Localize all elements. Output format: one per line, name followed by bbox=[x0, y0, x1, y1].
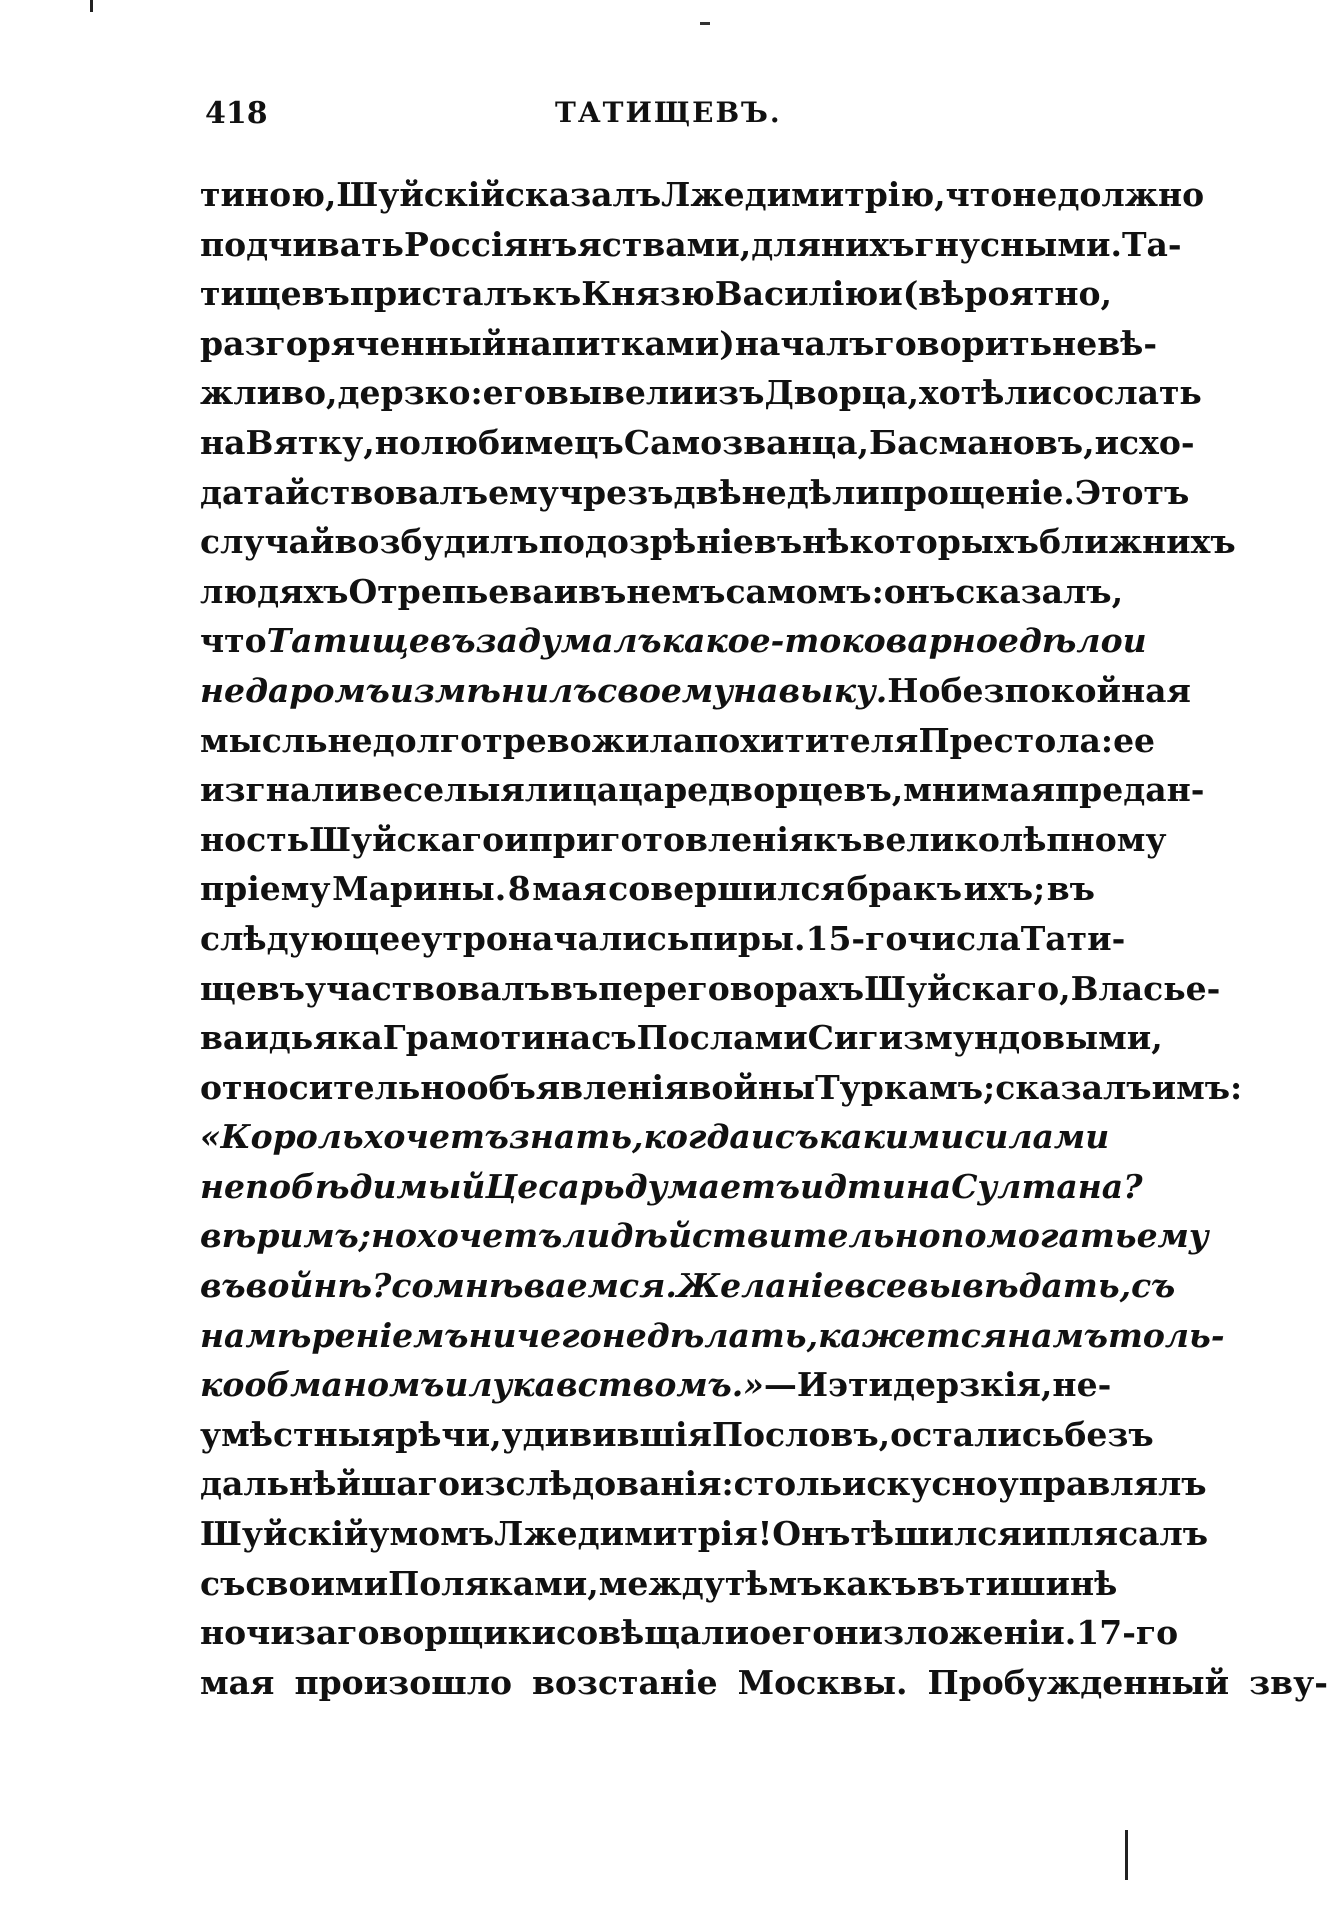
text-line bbox=[200, 269, 1112, 319]
word: пиры. bbox=[689, 918, 806, 958]
text-line bbox=[200, 170, 1205, 220]
word: дерзко: bbox=[337, 373, 483, 413]
scan-mark bbox=[1125, 1830, 1128, 1880]
word: утро bbox=[421, 918, 508, 958]
word: объявленія bbox=[466, 1067, 689, 1107]
word: тревожила bbox=[482, 720, 695, 760]
word: не bbox=[601, 1315, 647, 1355]
word: но bbox=[370, 1216, 418, 1256]
text-line bbox=[200, 368, 1202, 418]
word: его bbox=[482, 373, 546, 413]
word: мысль bbox=[200, 720, 328, 760]
word: какое-то bbox=[661, 621, 842, 661]
word: гнусными. bbox=[914, 224, 1122, 264]
word: должно bbox=[1057, 175, 1205, 214]
word: толь- bbox=[1107, 1315, 1225, 1355]
word: мая bbox=[200, 1662, 275, 1702]
word: навыку. bbox=[733, 670, 888, 710]
word: царедворцевъ, bbox=[618, 770, 904, 810]
text-line bbox=[200, 1608, 1179, 1658]
text-line bbox=[200, 1063, 1243, 1113]
word: говорить bbox=[874, 323, 1053, 363]
word: Василію bbox=[714, 274, 879, 314]
word: тѣмъ bbox=[724, 1563, 823, 1603]
word: Басмановъ, bbox=[868, 422, 1095, 462]
word: дѣйствительно bbox=[610, 1216, 941, 1256]
word: сказалъ bbox=[995, 1067, 1152, 1107]
text-line bbox=[200, 1013, 1163, 1063]
word: умомъ bbox=[368, 1514, 495, 1554]
word: подозрѣніе bbox=[538, 522, 754, 562]
word: намъ bbox=[1007, 1315, 1108, 1355]
word: Грамотина bbox=[382, 1018, 592, 1058]
word: переговорахъ bbox=[598, 968, 865, 1008]
word: его bbox=[771, 1613, 835, 1653]
text-line bbox=[200, 765, 1205, 815]
word: — bbox=[763, 1365, 797, 1405]
word: ность bbox=[200, 819, 310, 859]
word: числа bbox=[907, 918, 1021, 958]
word: тѣшился bbox=[850, 1514, 1022, 1554]
word: Сигизмундовыми, bbox=[807, 1018, 1163, 1058]
word: знать, bbox=[508, 1117, 644, 1157]
word: столь bbox=[733, 1464, 842, 1504]
word: не bbox=[1012, 175, 1058, 214]
text-line bbox=[200, 220, 1182, 270]
word: Лжедимитрію, bbox=[661, 175, 946, 214]
word: изъ bbox=[693, 373, 765, 413]
scan-mark bbox=[90, 0, 93, 12]
word: войнѣ? bbox=[245, 1266, 392, 1306]
word: веселыя bbox=[359, 770, 525, 810]
text-line bbox=[200, 964, 1221, 1014]
word: Татищевъ bbox=[266, 621, 476, 661]
word: искусно bbox=[841, 1464, 998, 1504]
word: и bbox=[750, 1117, 775, 1157]
word: рѣчи, bbox=[395, 1414, 502, 1454]
word: ва bbox=[200, 1018, 245, 1058]
word: Власье- bbox=[1070, 968, 1221, 1008]
word: Пословъ, bbox=[711, 1414, 891, 1454]
word: не bbox=[327, 720, 373, 760]
word: безъ bbox=[1064, 1414, 1154, 1454]
word: и bbox=[504, 819, 529, 859]
text-line bbox=[200, 517, 1236, 567]
word: возстаніе bbox=[531, 1662, 718, 1702]
word: И bbox=[796, 1365, 829, 1405]
word: Цесарь bbox=[485, 1166, 625, 1206]
word: приготовленія bbox=[528, 819, 814, 859]
word: совѣщали bbox=[555, 1613, 750, 1653]
word: что bbox=[200, 621, 267, 661]
word: 8 bbox=[507, 869, 531, 909]
word: слѣдующее bbox=[200, 918, 422, 958]
word: эти bbox=[828, 1365, 894, 1405]
word: (вѣроятно, bbox=[902, 274, 1112, 314]
word: ихъ; bbox=[963, 869, 1046, 909]
word: войны bbox=[688, 1067, 816, 1107]
word: ближнихъ bbox=[1038, 522, 1236, 562]
word: безпокойная bbox=[940, 670, 1191, 710]
word: но bbox=[374, 422, 421, 462]
word: Самозванца, bbox=[623, 422, 869, 462]
running-title: ТАТИЩЕВЪ. bbox=[555, 96, 782, 129]
word: для bbox=[751, 224, 821, 264]
word: совершился bbox=[608, 869, 845, 909]
text-line bbox=[200, 1211, 1209, 1261]
word: изслѣдованія: bbox=[459, 1464, 734, 1504]
word: возбудилъ bbox=[334, 522, 539, 562]
word: «Король bbox=[200, 1117, 364, 1157]
word: Султана? bbox=[951, 1166, 1143, 1206]
word: на bbox=[200, 422, 246, 462]
word: онъ bbox=[883, 571, 956, 611]
word: ему bbox=[1136, 1216, 1209, 1256]
text-line bbox=[200, 1658, 1328, 1708]
word: съ bbox=[1131, 1266, 1176, 1306]
word: въ bbox=[916, 1563, 966, 1603]
word: ко bbox=[200, 1365, 245, 1405]
word: въ bbox=[1046, 869, 1095, 909]
word: любимецъ bbox=[420, 422, 624, 462]
word: подчивать bbox=[200, 224, 404, 264]
word: что bbox=[945, 175, 1013, 214]
word: идти bbox=[799, 1166, 906, 1206]
word: съ bbox=[200, 1563, 246, 1603]
word: Вятку, bbox=[245, 422, 375, 462]
word: обманомъ bbox=[244, 1365, 445, 1405]
word: думаетъ bbox=[624, 1166, 800, 1206]
word: Поляками, bbox=[388, 1563, 599, 1603]
word: щевъ bbox=[200, 968, 305, 1008]
text-line bbox=[200, 864, 1095, 914]
word: людяхъ bbox=[200, 571, 349, 611]
text-line bbox=[200, 1311, 1225, 1361]
text-line bbox=[200, 319, 1158, 369]
word: Пробужденный bbox=[927, 1662, 1230, 1702]
word: и bbox=[244, 1018, 269, 1058]
word: двѣ bbox=[673, 472, 742, 512]
word: ему bbox=[488, 472, 559, 512]
word: Дворца, bbox=[764, 373, 920, 413]
word: непобѣдимый bbox=[200, 1166, 486, 1206]
word: и bbox=[878, 274, 903, 314]
word: исхо- bbox=[1094, 422, 1195, 462]
word: жливо, bbox=[200, 373, 338, 413]
word: дальнѣйшаго bbox=[200, 1464, 460, 1504]
word: сослать bbox=[1052, 373, 1202, 413]
word: нихъ bbox=[820, 224, 915, 264]
word: предан- bbox=[1055, 770, 1205, 810]
word: напитками) bbox=[506, 323, 735, 363]
word: самомъ: bbox=[725, 571, 884, 611]
word: Желаніе bbox=[676, 1266, 845, 1306]
word: вѣримъ; bbox=[200, 1216, 371, 1256]
word: когда bbox=[643, 1117, 751, 1157]
word: Шуйскаго bbox=[309, 819, 505, 859]
text-line bbox=[200, 1459, 1207, 1509]
word: все bbox=[844, 1266, 908, 1306]
word: низложеніи. bbox=[834, 1613, 1077, 1653]
word: участвовалъ bbox=[304, 968, 550, 1008]
word: задумалъ bbox=[475, 621, 662, 661]
word: бракъ bbox=[846, 869, 963, 909]
word: удивившія bbox=[501, 1414, 712, 1454]
body-text bbox=[200, 170, 1328, 1707]
word: дѣло bbox=[1018, 621, 1123, 661]
word: коварное bbox=[841, 621, 1019, 661]
text-line bbox=[200, 815, 1167, 865]
word: и bbox=[553, 571, 579, 611]
word: великолѣпному bbox=[862, 819, 1167, 859]
word: не- bbox=[1052, 1365, 1112, 1405]
word: Но bbox=[887, 670, 941, 710]
word: о bbox=[749, 1613, 772, 1653]
word: Послами bbox=[636, 1018, 808, 1058]
text-line bbox=[200, 1261, 1176, 1311]
word: Та- bbox=[1121, 224, 1182, 264]
word: 15-го bbox=[805, 918, 908, 958]
word: Туркамъ; bbox=[815, 1067, 996, 1107]
text-line bbox=[200, 666, 1191, 716]
word: и bbox=[1021, 1514, 1047, 1554]
word: лица bbox=[524, 770, 619, 810]
word: хочетъ bbox=[417, 1216, 563, 1256]
word: на bbox=[905, 1166, 952, 1206]
word: ничего bbox=[468, 1315, 602, 1355]
word: Отрепьева bbox=[348, 571, 554, 611]
word: не bbox=[200, 670, 246, 710]
word: Князю bbox=[581, 274, 715, 314]
word: въ bbox=[753, 522, 803, 562]
word: въ bbox=[200, 1266, 246, 1306]
word: пріему bbox=[200, 869, 331, 909]
word: имъ: bbox=[1151, 1067, 1243, 1107]
word: нѣкоторыхъ bbox=[802, 522, 1039, 562]
text-line bbox=[200, 1509, 1209, 1559]
text-line bbox=[200, 914, 1126, 964]
word: плясалъ bbox=[1046, 1514, 1209, 1554]
page-number: 418 bbox=[205, 96, 268, 131]
word: дьяка bbox=[268, 1018, 383, 1058]
word: присталъ bbox=[349, 274, 533, 314]
word: и bbox=[444, 1365, 469, 1405]
word: въ bbox=[578, 571, 627, 611]
word: зву- bbox=[1249, 1662, 1328, 1702]
word: яствами, bbox=[577, 224, 752, 264]
word: и bbox=[1122, 621, 1147, 661]
word: датайствовалъ bbox=[200, 472, 489, 512]
text-line bbox=[200, 468, 1190, 518]
word: Тати- bbox=[1020, 918, 1126, 958]
word: невѣ- bbox=[1052, 323, 1158, 363]
text-line bbox=[200, 1360, 1112, 1410]
word: къ bbox=[813, 819, 863, 859]
word: сомнѣваемся. bbox=[391, 1266, 677, 1306]
word: дѣлать, bbox=[646, 1315, 819, 1355]
text-line bbox=[200, 1162, 1143, 1212]
word: Этотъ bbox=[1074, 472, 1190, 512]
text-line bbox=[200, 616, 1147, 666]
word: тишинѣ bbox=[965, 1563, 1118, 1603]
text-line bbox=[200, 1410, 1154, 1460]
word: своими bbox=[245, 1563, 389, 1603]
text-line bbox=[200, 1112, 1110, 1162]
word: случай bbox=[200, 522, 335, 562]
text-line bbox=[200, 716, 1156, 766]
text-line bbox=[200, 567, 1124, 617]
word: вывѣдать, bbox=[907, 1266, 1132, 1306]
word: тищевъ bbox=[200, 274, 350, 314]
word: измѣнилъ bbox=[389, 670, 598, 710]
word: Онъ bbox=[772, 1514, 851, 1554]
word: умѣстныя bbox=[200, 1414, 396, 1454]
word: къ bbox=[532, 274, 582, 314]
word: разгоряченный bbox=[200, 323, 507, 363]
word: прощеніе. bbox=[879, 472, 1075, 512]
word: хотѣли bbox=[919, 373, 1053, 413]
word: кажется bbox=[818, 1315, 1008, 1355]
word: съ bbox=[591, 1018, 637, 1058]
word: остались bbox=[890, 1414, 1065, 1454]
word: намѣреніемъ bbox=[200, 1315, 469, 1355]
text-line bbox=[200, 418, 1195, 468]
word: сказалъ bbox=[504, 175, 662, 214]
text-line bbox=[200, 1559, 1118, 1609]
word: вывели bbox=[545, 373, 694, 413]
word: произошло bbox=[294, 1662, 512, 1702]
word: тиною, bbox=[200, 175, 337, 214]
word: въ bbox=[550, 968, 599, 1008]
word: между bbox=[598, 1563, 725, 1603]
word: 17-го bbox=[1076, 1613, 1179, 1653]
word: Москвы. bbox=[737, 1662, 908, 1702]
word: похитителя bbox=[694, 720, 919, 760]
word: лукавствомъ.» bbox=[468, 1365, 764, 1405]
word: заговорщики bbox=[294, 1613, 556, 1653]
word: чрезъ bbox=[558, 472, 674, 512]
word: силами bbox=[964, 1117, 1110, 1157]
word: помогать bbox=[940, 1216, 1137, 1256]
word: немъ bbox=[626, 571, 726, 611]
word: изгнали bbox=[200, 770, 360, 810]
word: какими bbox=[818, 1117, 965, 1157]
word: Россіянъ bbox=[403, 224, 578, 264]
word: началъ bbox=[734, 323, 875, 363]
word: ее bbox=[1113, 720, 1156, 760]
word: Шуйскій bbox=[200, 1514, 369, 1554]
word: ночи bbox=[200, 1613, 295, 1653]
word: Марины. bbox=[332, 869, 507, 909]
word: дерзкія, bbox=[893, 1365, 1053, 1405]
word: недѣли bbox=[741, 472, 880, 512]
word: какъ bbox=[822, 1563, 917, 1603]
word: мнимая bbox=[903, 770, 1055, 810]
page-header bbox=[205, 96, 975, 136]
word: мая bbox=[532, 869, 607, 909]
word: хочетъ bbox=[363, 1117, 509, 1157]
word: относительно bbox=[200, 1067, 467, 1107]
word: даромъ bbox=[245, 670, 390, 710]
word: Шуйскій bbox=[336, 175, 505, 214]
word: Лжедимитрія! bbox=[494, 1514, 773, 1554]
word: своему bbox=[597, 670, 733, 710]
word: управлялъ bbox=[997, 1464, 1207, 1504]
word: начались bbox=[507, 918, 690, 958]
scan-mark bbox=[700, 22, 710, 25]
word: съ bbox=[774, 1117, 819, 1157]
word: Шуйскаго, bbox=[864, 968, 1071, 1008]
word: Престола: bbox=[918, 720, 1114, 760]
word: ли bbox=[562, 1216, 611, 1256]
word: долго bbox=[372, 720, 483, 760]
word: сказалъ, bbox=[955, 571, 1124, 611]
